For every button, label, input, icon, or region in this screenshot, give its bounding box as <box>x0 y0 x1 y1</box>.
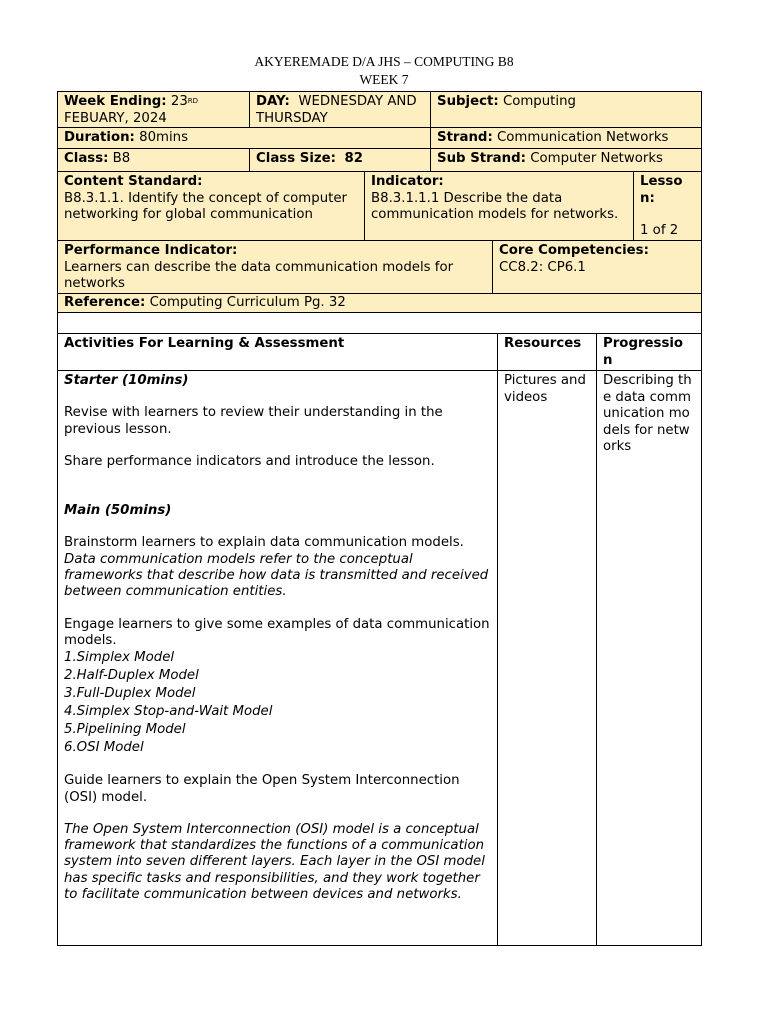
starter-title: Starter (10mins) <box>64 373 189 388</box>
class-value: B8 <box>112 151 131 166</box>
week-heading: WEEK 7 <box>359 72 409 87</box>
starter-paragraph-2: Share performance indicators and introduce the lesson. <box>64 453 435 469</box>
model-list-item: 5.Pipelining Model <box>64 722 186 738</box>
core-competencies-cell <box>492 240 702 294</box>
model-list-item: 4.Simplex Stop-and-Wait Model <box>64 704 273 720</box>
progression-body-cell <box>596 370 702 946</box>
week-ending-month: FEBUARY, 2024 <box>64 110 167 126</box>
resources-header-cell <box>497 333 597 371</box>
performance-indicator-cell <box>57 240 493 294</box>
lesson-cell <box>633 171 702 241</box>
model-list-item: 6.OSI Model <box>64 740 144 756</box>
lesson-label: Lesson: <box>640 174 683 206</box>
subject-label: Subject: <box>437 94 499 109</box>
class-cell <box>57 148 250 172</box>
content-standard-value: B8.3.1.1. Identify the concept of computer networking for global communication <box>64 190 347 222</box>
content-standard-label: Content Standard: <box>64 174 203 189</box>
duration-value: 80mins <box>139 130 189 145</box>
activities-header-cell <box>57 333 498 371</box>
lesson-value: 1 of 2 <box>640 223 679 238</box>
performance-label: Performance Indicator: <box>64 243 238 258</box>
main-paragraph-3: Guide learners to explain the Open System Interconnection (OSI) model. <box>64 773 460 805</box>
week-ending-suffix: RD <box>187 97 199 105</box>
strand-cell <box>430 127 702 149</box>
duration-cell <box>57 127 431 149</box>
class-size-value: 82 <box>344 151 363 166</box>
model-list-item: 2.Half-Duplex Model <box>64 668 199 684</box>
model-list-item: 3.Full-Duplex Model <box>64 686 196 702</box>
spacer-row <box>57 312 702 334</box>
week-ending-cell <box>57 91 250 128</box>
reference-value: Computing Curriculum Pg. 32 <box>149 295 346 310</box>
progression-header-cell <box>596 333 702 371</box>
strand-label: Strand: <box>437 130 493 145</box>
model-list-item: 1.Simplex Model <box>64 650 175 666</box>
subject-cell <box>430 91 702 128</box>
starter-paragraph-1: Revise with learners to review their understanding in the previous lesson. <box>64 405 443 437</box>
week-ending-day: 23 <box>170 94 188 109</box>
resources-value: Pictures and videos <box>504 373 586 405</box>
day-value: WEDNESDAY AND THURSDAY <box>256 94 417 126</box>
duration-label: Duration: <box>64 130 135 145</box>
main-paragraph-2: Engage learners to give some examples of data communication models. <box>64 616 490 648</box>
class-size-label: Class Size: <box>256 151 336 166</box>
sub-strand-label: Sub Strand: <box>437 151 526 166</box>
document-title: AKYEREMADE D/A JHS – COMPUTING B8 <box>254 54 514 69</box>
class-label: Class: <box>64 151 109 166</box>
performance-value: Learners can describe the data communication models for networks <box>64 259 454 291</box>
progression-value: Describing the data communication models for networks <box>603 373 692 454</box>
indicator-cell <box>364 171 634 241</box>
competencies-label: Core Competencies: <box>499 243 649 258</box>
sub-strand-cell <box>430 148 702 172</box>
day-label: DAY: <box>256 94 290 109</box>
content-standard-cell <box>57 171 365 241</box>
competencies-value: CC8.2: CP6.1 <box>499 259 586 275</box>
progression-column-header: Progression <box>603 336 684 368</box>
reference-label: Reference: <box>64 295 146 310</box>
activities-column-header: Activities For Learning & Assessment <box>64 336 345 351</box>
week-ending-label: Week Ending: <box>64 94 167 109</box>
main-definition-1: Data communication models refer to the conceptual frameworks that describe how data is transmitted and received between communication entities. <box>64 551 489 600</box>
reference-cell <box>57 293 702 313</box>
main-paragraph-1: Brainstorm learners to explain data communication models. <box>64 535 464 551</box>
activities-body-cell <box>57 370 498 946</box>
indicator-value: B8.3.1.1.1 Describe the data communication models for networks. <box>371 190 619 222</box>
main-definition-3: The Open System Interconnection (OSI) model is a conceptual framework that standardizes the functions of a communication system into seven different layers. Each layer in the OSI model has specific tasks and responsibilities, and they work together to facilitate communication between devices and networks. <box>64 821 485 903</box>
day-cell <box>249 91 431 128</box>
class-size-cell <box>249 148 431 172</box>
strand-value: Communication Networks <box>497 130 669 145</box>
main-title: Main (50mins) <box>64 503 172 519</box>
subject-value: Computing <box>502 94 576 109</box>
resources-column-header: Resources <box>504 336 582 351</box>
indicator-label: Indicator: <box>371 174 444 189</box>
resources-body-cell <box>497 370 597 946</box>
sub-strand-value: Computer Networks <box>530 151 663 166</box>
